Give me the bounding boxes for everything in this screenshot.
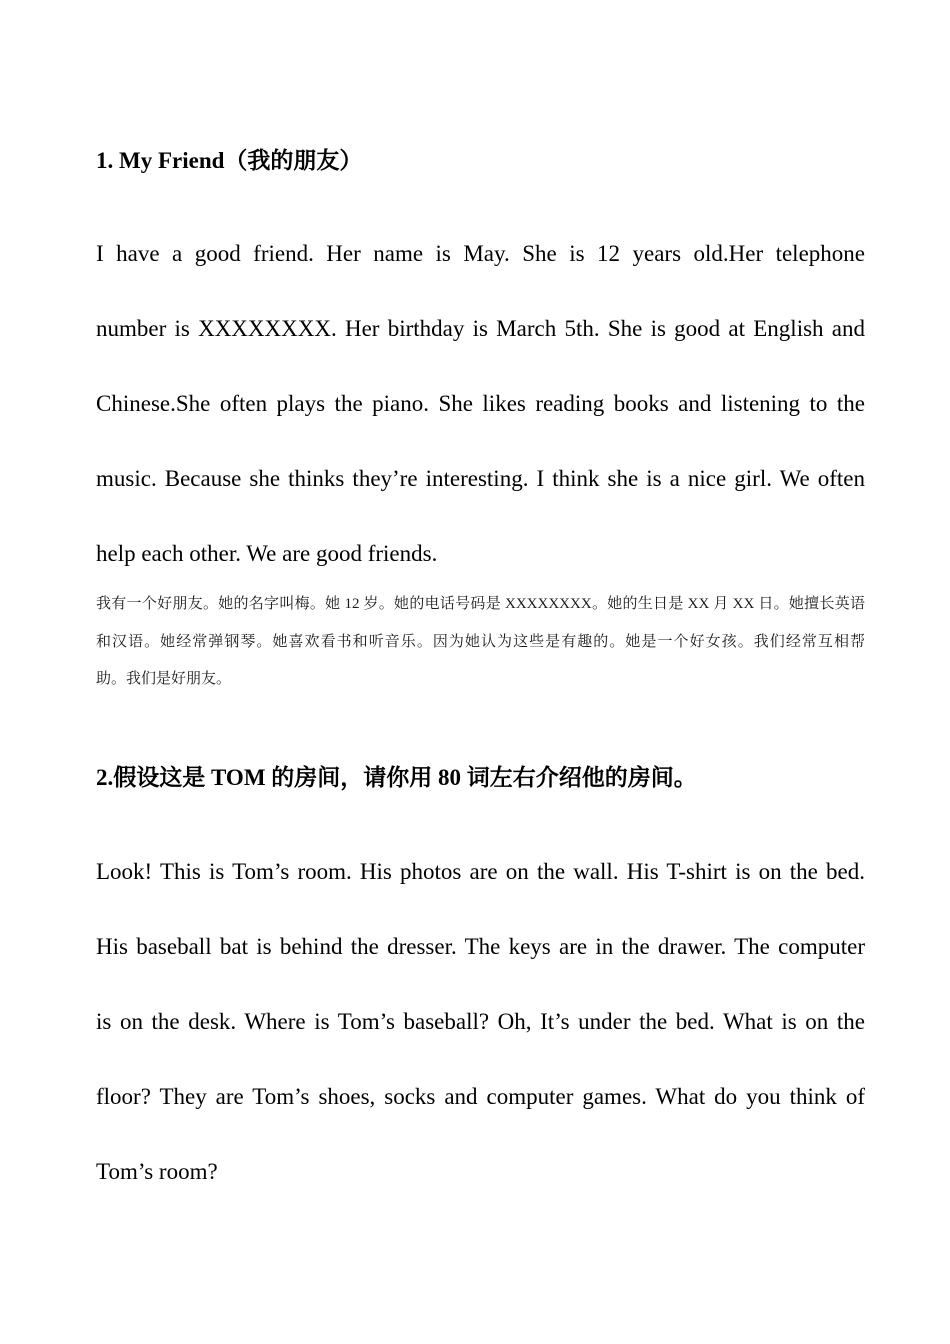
paragraph-line: number is XXXXXXXX. Her birthday is March 5th. She is good at English and	[96, 316, 865, 341]
paragraph-line: music. Because she thinks they’re interesting. I think she is a nice girl. We often	[96, 466, 865, 491]
section-1-chinese-translation	[96, 586, 865, 699]
translation-line: 和汉语。她经常弹钢琴。她喜欢看书和听音乐。因为她认为这些是有趣的。她是一个好女孩。我们经常互相帮	[96, 633, 865, 650]
translation-line: 我有一个好朋友。她的名字叫梅。她 12 岁。她的电话号码是 XXXXXXXX。她的生日是 XX 月 XX 日。她擅长英语	[96, 596, 865, 612]
section-1-english-paragraph	[96, 216, 865, 591]
paragraph-line: floor? They are Tom’s shoes, socks and computer games. What do you think of	[96, 1084, 865, 1109]
section-1-heading: 1. My Friend（我的朋友）	[96, 148, 363, 173]
paragraph-line: I have a good friend. Her name is May. She is 12 years old.Her telephone	[96, 241, 865, 266]
section-2-english-paragraph	[96, 834, 865, 1209]
paragraph-line: help each other. We are good friends.	[96, 541, 438, 566]
translation-line: 助。我们是好朋友。	[96, 671, 232, 687]
section-2-heading: 2.假设这是 TOM 的房间，请你用 80 词左右介绍他的房间。	[96, 765, 697, 790]
paragraph-line: is on the desk. Where is Tom’s baseball? Oh, It’s under the bed. What is on the	[96, 1009, 865, 1034]
paragraph-line: Chinese.She often plays the piano. She likes reading books and listening to the	[96, 391, 865, 416]
paragraph-line: Look! This is Tom’s room. His photos are on the wall. His T-shirt is on the bed.	[96, 859, 865, 884]
paragraph-line: Tom’s room?	[96, 1159, 218, 1184]
paragraph-line: His baseball bat is behind the dresser. The keys are in the drawer. The computer	[96, 934, 865, 959]
